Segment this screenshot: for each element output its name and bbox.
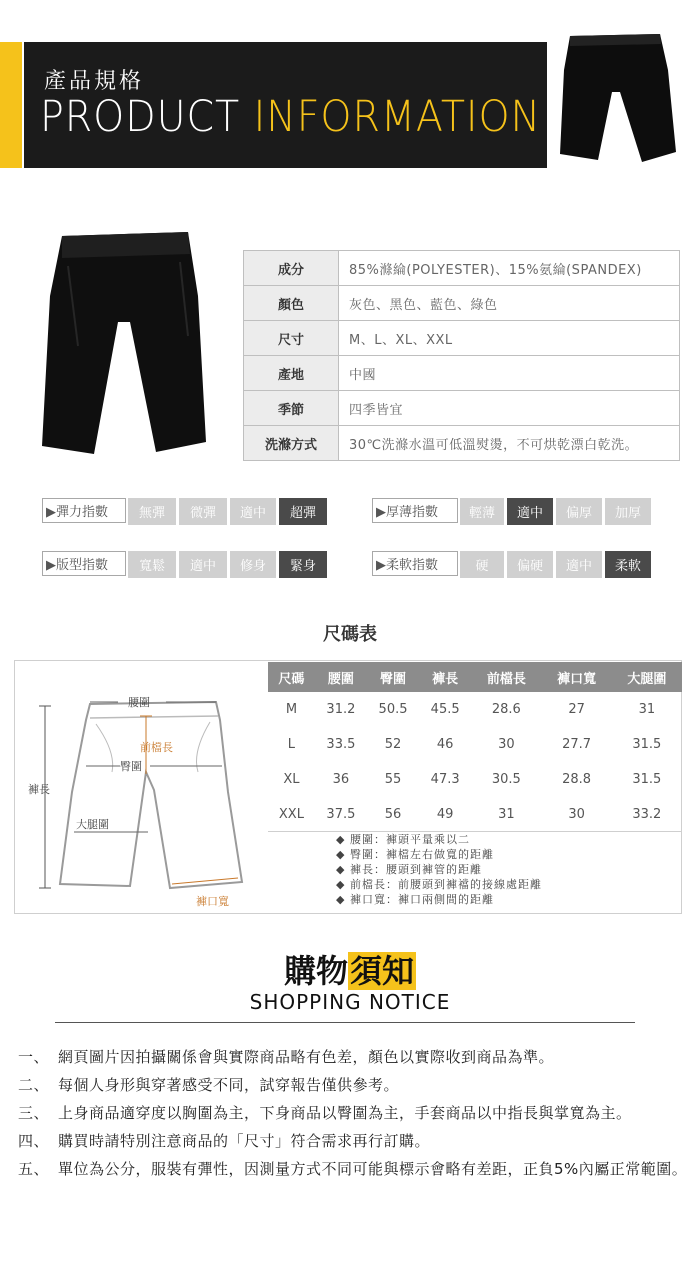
size-cell: 30.5 [491, 772, 521, 787]
indicator-label: ▶柔軟指數 [372, 551, 458, 576]
indicator-option: 輕薄 [460, 498, 504, 525]
indicator-option: 加厚 [605, 498, 651, 525]
indicator-option: 超彈 [279, 498, 327, 525]
spec-label: 成分 [244, 251, 339, 286]
indicator-option: 適中 [556, 551, 602, 578]
spec-label: 季節 [244, 391, 339, 426]
header-title-cn: 產品規格 [44, 69, 145, 94]
thickness-indicator [372, 498, 654, 525]
notice-item [18, 1099, 688, 1127]
notice-title-part1: 購物 [283, 952, 348, 990]
notice-item-text: 網頁圖片因拍攝關係會與實際商品略有色差，顏色以實際收到商品為準。 [58, 1048, 555, 1066]
shorts-measurement-diagram [16, 662, 266, 912]
size-cell: 36 [332, 772, 350, 787]
size-cell: 31 [638, 702, 656, 717]
notice-list [18, 1043, 688, 1183]
size-header-cell: 褲長 [419, 662, 471, 692]
spec-label: 尺寸 [244, 321, 339, 356]
size-table [268, 662, 682, 832]
indicator-option: 柔軟 [605, 551, 651, 578]
notice-item [18, 1043, 688, 1071]
diagram-label-hip: 臀圍 [120, 760, 142, 773]
size-row [268, 762, 682, 797]
header-title-en [40, 92, 541, 142]
diagram-label-waist: 腰圍 [128, 696, 150, 709]
notice-item-text: 上身商品適穿度以胸圍為主，下身商品以臀圍為主，手套商品以中指長與掌寬為主。 [58, 1104, 632, 1122]
size-cell: 47.3 [430, 772, 460, 787]
size-row [268, 727, 682, 762]
size-cell: XL [283, 772, 300, 787]
spec-label: 洗滌方式 [244, 426, 339, 461]
diagram-label-hem: 褲口寬 [196, 895, 229, 908]
notice-item-number: 一、 [18, 1048, 50, 1066]
size-note-text: 臀圍：褲檔左右做寬的距離 [349, 848, 494, 861]
size-cell: M [285, 702, 298, 717]
spec-row-season [244, 391, 680, 426]
size-header-cell: 腰圍 [315, 662, 367, 692]
size-cell: 31.5 [632, 737, 662, 752]
spec-row-composition [244, 251, 680, 286]
size-note-text: 腰圍：褲頭平量乘以二 [349, 833, 470, 846]
size-note: ◆ 前檔長：前腰頭到褲襠的接線處距離 [336, 878, 542, 891]
notice-item-number: 三、 [18, 1104, 50, 1122]
size-cell: L [287, 737, 296, 752]
size-cell: 52 [384, 737, 402, 752]
notice-item-text: 單位為公分，服裝有彈性，因測量方式不同可能與標示會略有差距，正負5%內屬正常範圍。 [58, 1160, 688, 1178]
diagram-label-thigh: 大腿圍 [76, 818, 109, 831]
size-notes [268, 831, 682, 907]
size-cell: 30 [568, 807, 585, 822]
header-accent-bar [0, 42, 22, 168]
notice-divider [55, 1022, 635, 1023]
spec-value: 四季皆宜 [339, 391, 680, 426]
header-title-en-2: INFORMATION [253, 92, 542, 142]
size-table-header [268, 662, 682, 692]
size-cell: 46 [436, 737, 454, 752]
size-cell: 31 [498, 807, 515, 822]
indicator-option: 緊身 [279, 551, 327, 578]
size-note: ◆ 褲長：腰頭到褲管的距離 [336, 863, 482, 876]
spec-value: M、L、XL、XXL [339, 321, 680, 356]
indicator-option: 修身 [230, 551, 276, 578]
indicator-option: 適中 [230, 498, 276, 525]
size-row [268, 797, 682, 832]
header-shorts-image [556, 30, 680, 168]
notice-item-number: 四、 [18, 1132, 50, 1150]
size-cell: 27.7 [562, 737, 592, 752]
notice-item-number: 五、 [18, 1160, 50, 1178]
size-cell: 45.5 [430, 702, 460, 717]
size-cell: 31.2 [326, 702, 356, 717]
size-row [268, 692, 682, 727]
spec-value: 灰色、黑色、藍色、綠色 [339, 286, 680, 321]
header-title-en-1: PRODUCT [40, 92, 241, 142]
size-header-cell: 褲口寬 [541, 662, 611, 692]
size-cell: XXL [278, 807, 304, 822]
softness-indicator [372, 551, 654, 578]
spec-row-washing [244, 426, 680, 461]
spec-label: 產地 [244, 356, 339, 391]
size-note: ◆ 臀圍：褲檔左右做寬的距離 [336, 848, 494, 861]
spec-value: 85%滌綸(POLYESTER)、15%氨綸(SPANDEX) [339, 251, 680, 286]
spec-label: 顏色 [244, 286, 339, 321]
size-chart-title: 尺碼表 [323, 624, 377, 645]
indicator-option: 適中 [507, 498, 553, 525]
spec-table [243, 250, 680, 461]
size-header-cell: 臀圍 [367, 662, 419, 692]
notice-item-number: 二、 [18, 1076, 50, 1094]
notice-item [18, 1127, 688, 1155]
size-cell: 27 [568, 702, 585, 717]
size-cell: 55 [384, 772, 402, 787]
spec-row-size [244, 321, 680, 356]
diagram-label-front-rise: 前檔長 [140, 741, 173, 754]
indicator-label: ▶彈力指數 [42, 498, 126, 523]
size-note-text: 褲口寬：褲口兩側間的距離 [349, 893, 494, 906]
spec-value: 30℃洗滌水溫可低溫熨燙，不可烘乾漂白乾洗。 [339, 426, 680, 461]
notice-item-text: 每個人身形與穿著感受不同，試穿報告僅供參考。 [58, 1076, 400, 1094]
indicator-label: ▶厚薄指數 [372, 498, 458, 523]
size-cell: 33.2 [632, 807, 662, 822]
notice-item [18, 1155, 688, 1183]
size-note: ◆ 腰圍：褲頭平量乘以二 [336, 833, 470, 846]
fit-indicator [42, 551, 330, 578]
diagram-label-length: 褲長 [28, 783, 50, 796]
size-cell: 28.6 [491, 702, 521, 717]
indicator-option: 硬 [460, 551, 504, 578]
notice-item-text: 購買時請特別注意商品的「尺寸」符合需求再行訂購。 [58, 1132, 431, 1150]
size-cell: 33.5 [326, 737, 356, 752]
size-note-text: 褲長：腰頭到褲管的距離 [349, 863, 482, 876]
notice-title-part2: 須知 [350, 952, 415, 990]
size-cell: 28.8 [562, 772, 592, 787]
size-header-cell: 前檔長 [471, 662, 541, 692]
notice-item [18, 1071, 688, 1099]
size-cell: 50.5 [378, 702, 408, 717]
elasticity-indicator [42, 498, 330, 525]
indicator-option: 微彈 [179, 498, 227, 525]
indicator-option: 無彈 [128, 498, 176, 525]
size-header-cell: 大腿圍 [612, 662, 682, 692]
spec-row-origin [244, 356, 680, 391]
spec-value: 中國 [339, 356, 680, 391]
indicator-option: 偏厚 [556, 498, 602, 525]
size-cell: 31.5 [632, 772, 662, 787]
size-note: ◆ 褲口寬：褲口兩側間的距離 [336, 893, 494, 906]
size-header-cell: 尺碼 [268, 662, 315, 692]
notice-title [0, 946, 700, 992]
product-shorts-image [38, 226, 210, 462]
spec-row-color [244, 286, 680, 321]
indicator-option: 寬鬆 [128, 551, 176, 578]
size-cell: 56 [384, 807, 402, 822]
notice-subtitle: SHOPPING NOTICE [249, 990, 451, 1014]
indicator-option: 適中 [179, 551, 227, 578]
size-cell: 49 [436, 807, 454, 822]
indicator-label: ▶版型指數 [42, 551, 126, 576]
indicator-option: 偏硬 [507, 551, 553, 578]
size-note-text: 前檔長：前腰頭到褲襠的接線處距離 [349, 878, 542, 891]
size-cell: 37.5 [326, 807, 356, 822]
size-cell: 30 [498, 737, 515, 752]
